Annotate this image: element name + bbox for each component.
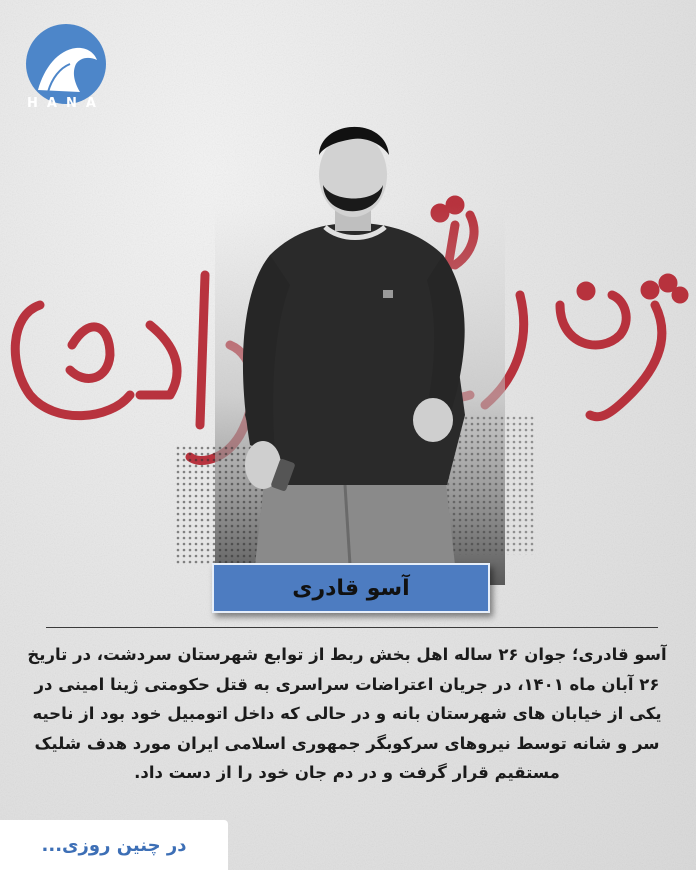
description-line: مستقیم قرار گرفت و در دم جان خود را از دست داد. — [134, 763, 560, 782]
name-label: آسو قادری — [212, 563, 490, 613]
description-text — [22, 640, 672, 788]
logo-wordmark: HANA — [27, 96, 105, 111]
description-line: ۲۶ آبان ماه ۱۴۰۱، در جریان اعتراضات سراسری به قتل حکومتی ژینا امینی در — [34, 674, 660, 694]
description-line: آسو قادری؛ جوان ۲۶ ساله اهل بخش ربط از توابع شهرستان سردشت، در تاریخ — [27, 645, 667, 664]
description-line: یکی از خیابان های شهرستان بانه و در حالی که داخل اتومبیل خود بود از ناحیه — [32, 704, 662, 723]
on-this-day-tab: در چنین روزی... — [0, 820, 228, 870]
divider-line — [46, 627, 658, 628]
portrait-photo — [175, 115, 535, 585]
description-line: سر و شانه توسط نیروهای سرکوبگر جمهوری اسلامی ایران مورد هدف شلیک — [34, 733, 660, 753]
